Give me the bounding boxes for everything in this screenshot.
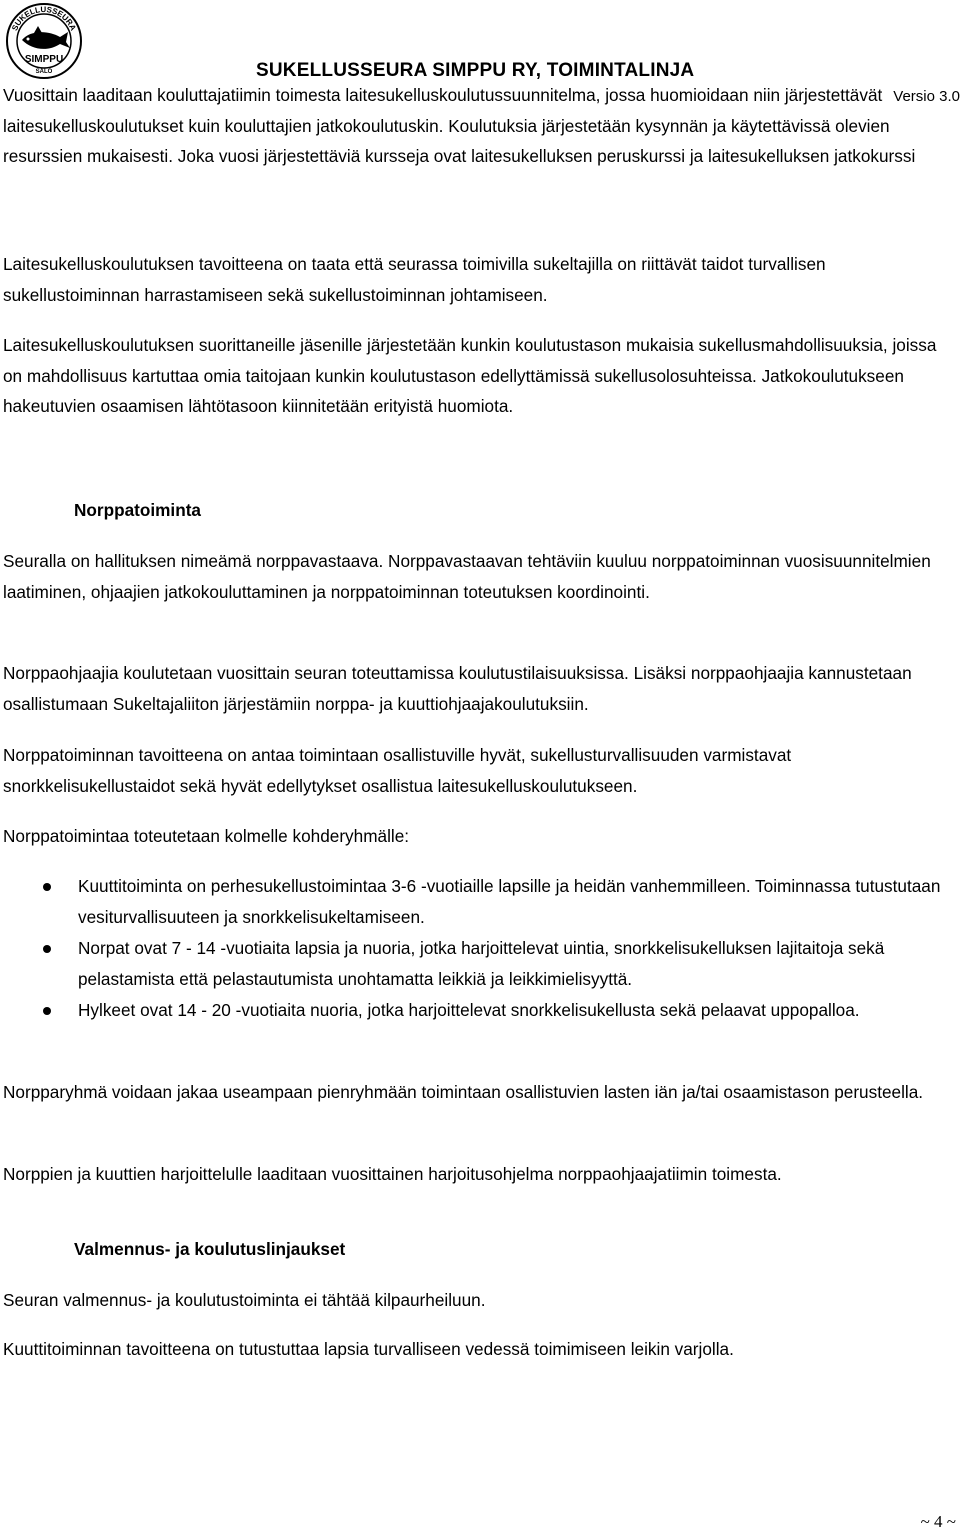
document-title: SUKELLUSSEURA SIMPPU RY, TOIMINTALINJA — [256, 60, 695, 81]
page-number: ~ 4 ~ — [920, 1512, 956, 1531]
paragraph-no-competition: Seuran valmennus- ja koulutustoiminta ei tähtää kilpaurheiluun. — [3, 1290, 486, 1310]
club-logo — [4, 2, 84, 80]
bullet-icon — [43, 1007, 51, 1015]
paragraph-training-program: Norppien ja kuuttien harjoittelulle laaditaan vuosittainen harjoitusohjelma norppaohjaajatiimin toimesta. — [3, 1164, 782, 1184]
logo-text-city: SALO — [35, 69, 53, 75]
paragraph-norppa-goal: Norppatoiminnan tavoitteena on antaa toimintaan osallistuville hyvät, sukellusturvallisuuden varmistavat snorkkelisukellustaidot sekä hyvät edellytykset osallistua laitesukelluskoulutukseen. — [3, 745, 792, 796]
paragraph-norppa-lead: Seuralla on hallituksen nimeämä norppavastaava. Norppavastaavan tehtäviin kuuluu norppatoiminnan vuosisuunnitelmien laatiminen, ohjaajien jatkokouluttaminen ja norppatoiminnan toteutuksen koordinointi. — [3, 551, 931, 602]
paragraph-norppa-instructors: Norppaohjaajia koulutetaan vuosittain seuran toteuttamissa koulutustilaisuuksissa. Lisäksi norppaohjaajia kannustetaan osallistumaan Sukeltajaliiton järjestämiin norppa- ja kuuttiohjaajakoulutuksiin. — [3, 663, 912, 714]
list-item: Norpat ovat 7 - 14 -vuotiaita lapsia ja nuoria, jotka harjoittelevat uintia, snorkkelisukelluksen lajitaitoja sekä pelastamista että pelastautumista unohtamatta leikkiä ja leikkimielisyyttä. — [78, 938, 885, 989]
logo-text-top: SUKELLUSSEURA — [10, 4, 78, 33]
logo-text-name: SIMPPU — [24, 54, 64, 65]
paragraph-subgroups: Norpparyhmä voidaan jakaa useampaan pienryhmään toimintaan osallistuvien lasten iän ja/tai osaamistason perusteella. — [3, 1082, 924, 1102]
list-item: Kuuttitoiminta on perhesukellustoimintaa 3-6 -vuotiaille lapsille ja heidän vanhemmilleen. Toiminnassa tutustutaan vesiturvallisuuteen ja snorkkelisukeltamiseen. — [78, 876, 941, 927]
bullet-icon — [43, 883, 51, 891]
section-heading-norppatoiminta: Norppatoiminta — [74, 500, 201, 520]
paragraph-training-plan: Vuosittain laaditaan kouluttajatiimin toimesta laitesukelluskoulutussuunnitelma, jossa huomioidaan niin järjestettävät laitesukelluskoulutukset kuin kouluttajien jatkokoulutuskin. Koulutuksia järjestetään kysynnän ja käytettävissä olevien resurssien mukaisesti. Joka vuosi järjestettäviä kursseja ovat laitesukelluksen peruskurssi ja laitesukelluksen jatkokurssi — [3, 85, 916, 166]
paragraph-kuutti-goal: Kuuttitoiminnan tavoitteena on tutustuttaa lapsia turvalliseen vedessä toimimiseen leikin varjolla. — [3, 1339, 734, 1359]
list-item: Hylkeet ovat 14 - 20 -vuotiaita nuoria, jotka harjoittelevat snorkkelisukellusta sekä pelaavat uppopalloa. — [78, 1000, 860, 1020]
bullet-icon — [43, 945, 51, 953]
paragraph-diving-opportunities: Laitesukelluskoulutuksen suorittaneille jäsenille järjestetään kunkin koulutustason mukaisia sukellusmahdollisuuksia, joissa on mahdollisuus kartuttaa omia taitojaan kunkin koulutustason edellyttämissä sukellusolosuhteissa. Jatkokoulutukseen hakeutuvien osaamisen lähtötasoon kiinnitetään erityistä huomiota. — [3, 335, 937, 416]
paragraph-target-groups: Norppatoimintaa toteutetaan kolmelle kohderyhmälle: — [3, 826, 410, 846]
paragraph-training-goal: Laitesukelluskoulutuksen tavoitteena on taata että seurassa toimivilla sukeltajilla on riittävät taidot turvallisen sukellustoiminnan harrastamiseen sekä sukellustoiminnan johtamiseen. — [3, 254, 826, 305]
section-heading-valmennus: Valmennus- ja koulutuslinjaukset — [74, 1239, 346, 1259]
version-label: Versio 3.0 — [893, 88, 960, 105]
